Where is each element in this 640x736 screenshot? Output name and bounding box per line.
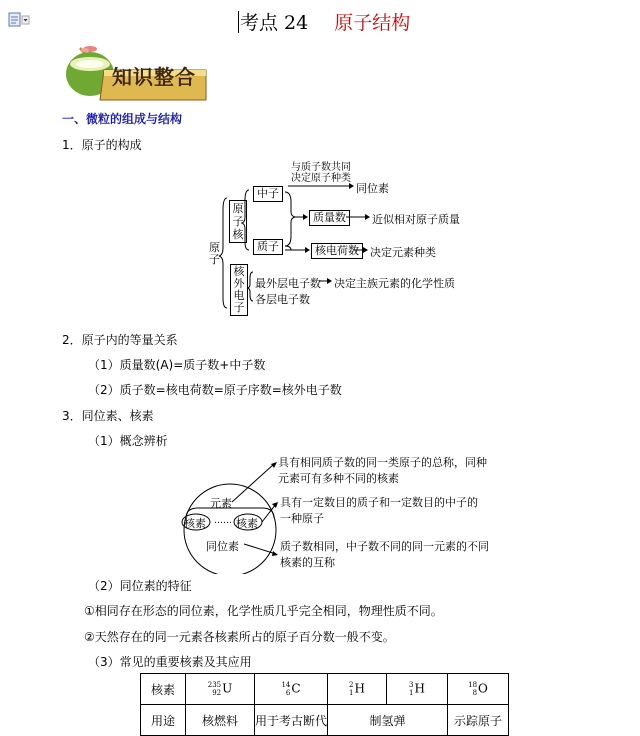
text-cursor — [238, 11, 239, 33]
knowledge-banner — [60, 42, 210, 102]
table-row — [141, 674, 509, 705]
nuclide-cell: 14 6C — [255, 674, 328, 705]
table-row — [141, 705, 509, 736]
note-top-2: 决定原子种类 — [291, 173, 351, 184]
nuclide-cell: 3 1H — [387, 674, 448, 705]
note-top-1: 与质子数共同 — [291, 162, 351, 173]
document-dropdown-icon[interactable] — [8, 12, 30, 28]
item3-sub2: （2）同位素的特征 — [88, 579, 192, 593]
title-name: 原子结构 — [334, 12, 411, 34]
label-decides-chem: 决定主族元素的化学性质 — [334, 277, 455, 290]
box-neutron: 中子 — [253, 186, 283, 202]
label-approx-mass: 近似相对原子质量 — [372, 213, 460, 226]
nuclide-table — [140, 673, 509, 736]
label-element: 元素 — [210, 497, 232, 510]
item3-feature1: ①相同存在形态的同位素，化学性质几乎完全相同，物理性质不同。 — [84, 604, 443, 618]
box-nuclear-charge: 核电荷数 — [311, 243, 363, 259]
item2-line2: （2）质子数=核电荷数=原子序数=核外电子数 — [88, 383, 342, 397]
box-proton: 质子 — [253, 239, 283, 255]
def-element-2: 元素可有多种不同的核素 — [278, 472, 399, 485]
use-cell: 示踪原子 — [448, 705, 509, 736]
label-outer-shell: 最外层电子数 — [255, 277, 321, 290]
def-element-1: 具有相同质子数的同一类原子的总称，同种 — [278, 456, 487, 469]
item3-feature2: ②天然存在的同一元素各核素所占的原子百分数一般不变。 — [84, 630, 395, 644]
box-mass-number: 质量数 — [309, 210, 350, 226]
use-cell: 用于考古断代 — [255, 705, 328, 736]
item3-sub3: （3）常见的重要核素及其应用 — [88, 655, 252, 669]
item3-title: 3．同位素、核素 — [62, 409, 154, 423]
label-decides-element: 决定元素种类 — [370, 246, 436, 259]
label-shell-counts: 各层电子数 — [255, 293, 310, 306]
table-header-nuclide: 核素 — [141, 674, 186, 705]
page-title — [238, 8, 410, 35]
use-cell: 制氢弹 — [328, 705, 448, 736]
nuclide-cell: 2 1H — [328, 674, 387, 705]
label-dots: …… — [214, 516, 232, 526]
label-nuclide-right: 核素 — [236, 517, 258, 530]
table-header-use: 用途 — [141, 705, 186, 736]
atom-structure-diagram — [205, 160, 475, 320]
isotope-concept-diagram — [178, 452, 498, 574]
nuclide-cell: 18 8O — [448, 674, 509, 705]
item1-title: 1．原子的构成 — [62, 138, 142, 152]
banner-text: 知识整合 — [112, 65, 196, 89]
item2-title: 2．原子内的等量关系 — [62, 333, 178, 347]
label-isotope: 同位素 — [356, 182, 389, 195]
box-nucleus: 原子核 — [229, 200, 247, 243]
item3-sub1: （1）概念辨析 — [88, 434, 168, 448]
title-number: 考点 24 — [240, 12, 309, 34]
def-isotope-1: 质子数相同，中子数不同的同一元素的不同 — [280, 540, 489, 553]
box-outer-electrons: 核外电子 — [230, 264, 248, 316]
label-nuclide-left: 核素 — [184, 517, 206, 530]
use-cell: 核燃料 — [186, 705, 255, 736]
section-heading: 一、微粒的组成与结构 — [62, 112, 183, 126]
nuclide-cell: 235 92U — [186, 674, 255, 705]
def-nuclide-2: 一种原子 — [280, 512, 324, 525]
def-nuclide-1: 具有一定数目的质子和一定数目的中子的 — [280, 496, 478, 509]
item2-line1: （1）质量数(A)=质子数+中子数 — [88, 358, 266, 372]
label-isotope: 同位素 — [206, 540, 239, 553]
label-atom: 原子 — [209, 241, 220, 266]
def-isotope-2: 核素的互称 — [280, 556, 335, 569]
